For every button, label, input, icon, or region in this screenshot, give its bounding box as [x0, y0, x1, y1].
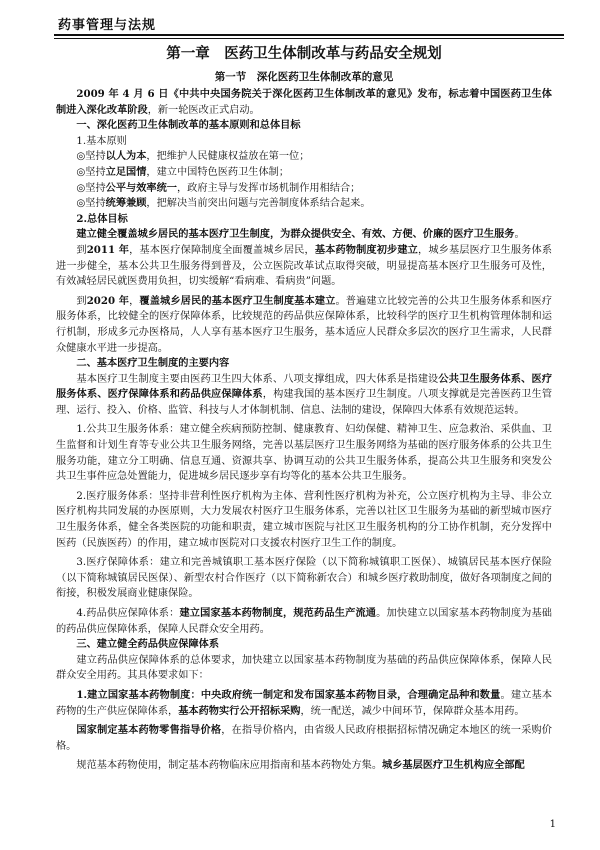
- goal-2011-paragraph: [56, 243, 552, 290]
- intro-rest: ，新一轮医改正式启动。: [147, 104, 260, 116]
- principle-item: [56, 181, 552, 197]
- bold-run: 基本药物实行公开招标采购: [178, 704, 301, 717]
- principle-text: ，把解决当前突出问题与完善制度体系结合起来。: [146, 198, 371, 210]
- goal-paragraph: [56, 227, 552, 243]
- system-item-3: 3.医疗保障体系：建立和完善城镇职工基本医疗保险（以下简称城镇职工医保）、城镇居民基本医疗保险（以下简称城镇居民医保）、新型农村合作医疗（以下简称新农合）和城乡医疗救助制度，做好各项制度之间的衔接，积极发展商业健康保险。: [56, 557, 552, 600]
- text-run: 。建立基本药物的生产供应保障体系，: [56, 689, 553, 717]
- principle-key: 以人为本: [105, 150, 147, 163]
- principle-item: [56, 196, 552, 212]
- text-run: 基本医疗卫生制度主要由医药卫生四大体系、八项支撑组成，四大体系是指建设: [76, 373, 439, 385]
- goal-end: 。: [514, 229, 525, 241]
- system-intro-paragraph: [56, 372, 552, 419]
- text-run: ，统一配送，减少中间环节，保障群众基本用药。: [300, 705, 525, 717]
- principle-prefix: ◎坚持: [76, 166, 106, 178]
- goal-bold: 建立健全覆盖城乡居民的基本医疗卫生制度，为群众提供安全、有效、方便、价廉的医疗卫生服务: [76, 228, 515, 241]
- bold-run: 2011 年: [86, 243, 130, 256]
- text-run: ，城乡基层医疗卫生服务体系进一步健全，基本公共卫生服务得到普及，公立医院改革试点取得突破，明显提高基本医疗卫生服务可及性，有效减轻居民就医费用负担，切实缓解“看病难、看病贵”问题。: [56, 244, 553, 288]
- heading-3: 三、建立健全药品供应保障体系: [76, 638, 220, 651]
- principle-prefix: ◎坚持: [76, 198, 106, 210]
- requirement-3: [56, 758, 552, 774]
- subheading-goal: 2.总体目标: [76, 212, 128, 225]
- system-item-4: [56, 606, 552, 637]
- goal-2020-paragraph: [56, 294, 552, 356]
- text-run: 。加快建立以国家基本药物制度为基础的药品供应保障体系，保障人民群众安全用药。: [56, 608, 552, 635]
- header-rule-thin: [54, 38, 564, 39]
- text-run: ，基本医疗保障制度全面覆盖城乡居民，: [129, 244, 315, 256]
- chapter-title: 第一章 医药卫生体制改革与药品安全规划: [166, 46, 442, 62]
- text-run: 到: [76, 244, 87, 256]
- bold-run: 2020 年: [86, 294, 130, 307]
- requirement-1: [56, 688, 552, 719]
- principle-item: [56, 149, 552, 165]
- principle-key: 公平与效率统一: [105, 181, 177, 194]
- principle-text: ，政府主导与发挥市场机制作用相结合；: [176, 182, 361, 194]
- page-number: 1: [549, 819, 556, 830]
- heading-1: 一、深化医药卫生体制改革的基本原则和总体目标: [76, 119, 301, 132]
- text-run: 4.药品供应保障体系：: [76, 608, 180, 619]
- requirement-2: [56, 723, 552, 754]
- text-run: 。普遍建立比较完善的公共卫生服务体系和医疗服务体系，比较健全的医疗保障体系，比较规范的药品供应保障体系，比较科学的医疗卫生机构管理体制和运行机制，形成多元办医格局，人人享有基本医疗卫生服务，基本适应人民群众多层次的医疗卫生需求，人民群众健康水平进一步提高。: [56, 295, 553, 354]
- bold-run: 建立国家基本药物制度，规范药品生产流通: [179, 607, 377, 619]
- intro-paragraph: [56, 87, 552, 118]
- principle-key: 立足国情: [105, 165, 147, 178]
- text-run: ，构建我国的基本医疗卫生制度。八项支撑就是完善医药卫生管理、运行、投入、价格、监管、科技与人才体制机制、信息、法制的建设，保障四大体系有效规范运转。: [56, 389, 553, 416]
- subheading-principles: 1.基本原则: [76, 135, 127, 147]
- bold-run: 基本药物制度初步建立: [314, 243, 418, 256]
- running-header: 药事管理与法规: [58, 18, 157, 33]
- bold-run: 公共卫生服务体系、医疗服务体系、医疗保障体系和药品供应保障体系: [56, 372, 553, 401]
- heading-2: 二、基本医疗卫生制度的主要内容: [76, 357, 230, 370]
- text-run: 到: [76, 295, 87, 307]
- bold-run: 覆盖城乡居民的基本医疗卫生制度基本建立: [139, 294, 336, 307]
- intro-bold: 2009 年 4 月 6 日《中共中央国务院关于深化医药卫生体制改革的意见》发布，标志着中国医药卫生体制进入深化改革阶段: [56, 88, 552, 116]
- section-title: 第一节 深化医药卫生体制改革的意见: [214, 71, 394, 83]
- supply-intro-paragraph: 建立药品供应保障体系的总体要求，加快建立以国家基本药物制度为基础的药品供应保障体系，保障人民群众安全用药。其具体要求如下：: [56, 654, 552, 682]
- text-run: ，: [129, 295, 140, 307]
- principle-text: ，建立中国特色医药卫生体制；: [146, 166, 290, 178]
- system-item-1: 1.公共卫生服务体系：建立健全疾病预防控制、健康教育、妇幼保健、精神卫生、应急救治、采供血、卫生监督和计划生育等专业公共卫生服务网络，完善以基层医疗卫生服务网络为基础的医疗服务体系的公共卫生服务功能，建立分工明确、信息互通、资源共享、协调互动的公共卫生服务体系，提高公共卫生服务和突发公共卫生事件应急处置能力，促进城乡居民逐步享有均等化的基本公共卫生服务。: [56, 424, 552, 483]
- bold-run: 1.建立国家基本药物制度：中央政府统一制定和发布国家基本药物目录，合理确定品种和数量: [76, 688, 501, 701]
- principle-text: ，把维护人民健康权益放在第一位；: [146, 151, 310, 163]
- bold-run: 国家制定基本药物零售指导价格: [76, 724, 222, 737]
- bold-run: 城乡基层医疗卫生机构应全部配: [382, 759, 525, 772]
- page-body: [56, 44, 552, 774]
- header-rule: [54, 34, 564, 36]
- text-run: ，在指导价格内，由省级人民政府根据招标情况确定本地区的统一采购价格。: [56, 725, 552, 752]
- principle-key: 统筹兼顾: [105, 197, 147, 210]
- system-item-2: 2.医疗服务体系：坚持非营利性医疗机构为主体、营利性医疗机构为补充，公立医疗机构为主导、非公立医疗机构共同发展的办医原则，大力发展农村医疗卫生服务体系，完善以社区卫生服务为基础的新型城市医疗卫生服务体系，健全各类医院的功能和职责，建立城市医院与社区卫生服务机构的分工协作机制，充分发挥中医药（民族医药）的作用，建立城市医院对口支援农村医疗卫生工作的制度。: [56, 490, 552, 549]
- principle-prefix: ◎坚持: [76, 151, 106, 163]
- principle-prefix: ◎坚持: [76, 182, 106, 194]
- principle-item: [56, 165, 552, 181]
- text-run: 规范基本药物使用，制定基本药物临床应用指南和基本药物处方集。: [76, 760, 383, 772]
